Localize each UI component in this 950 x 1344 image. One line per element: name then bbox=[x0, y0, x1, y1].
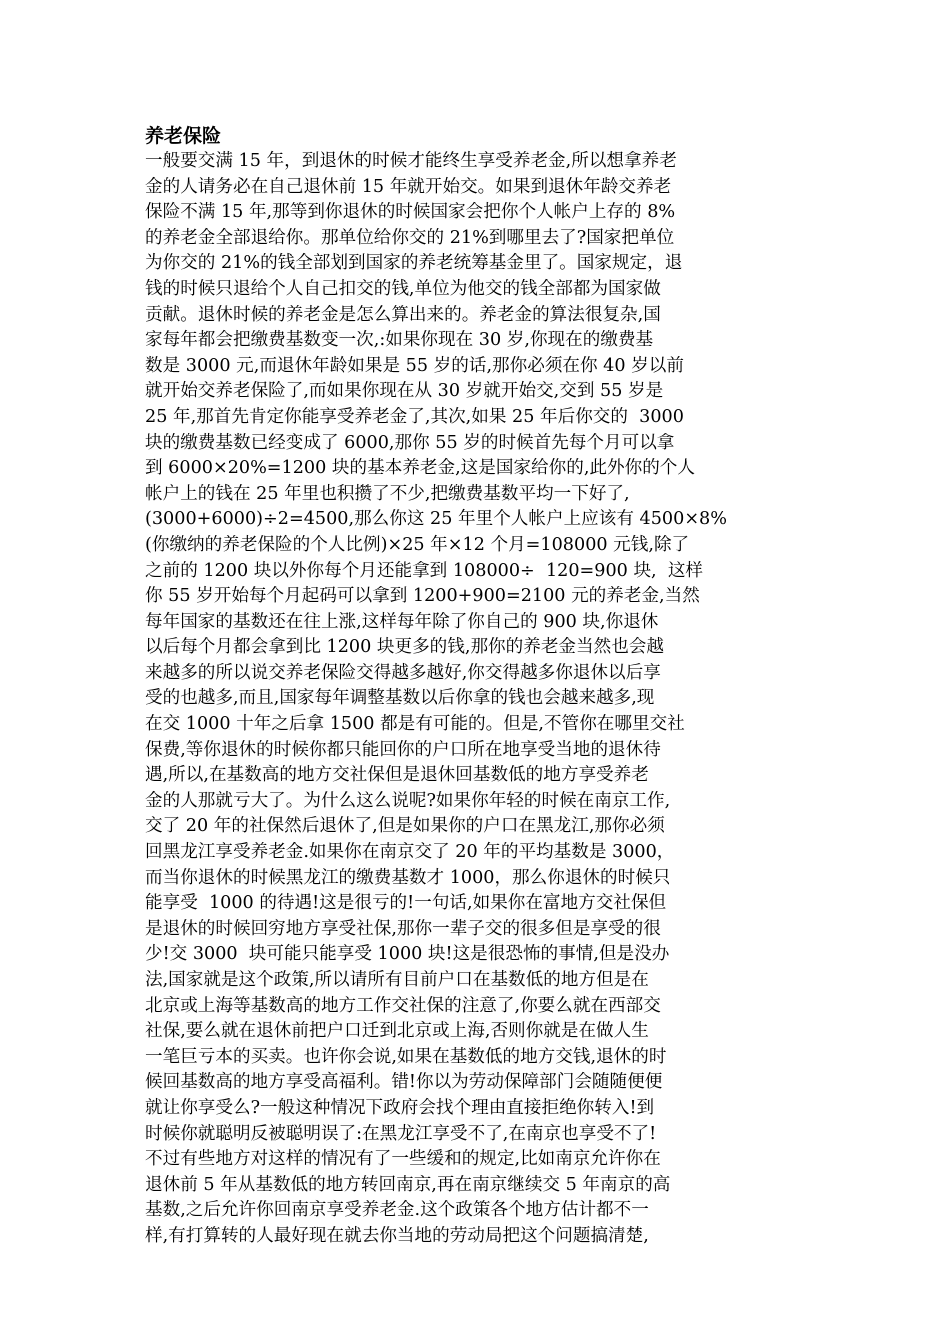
body-text-line: (你缴纳的养老保险的个人比例)×25 年×12 个月=108000 元钱,除了 bbox=[145, 534, 690, 555]
body-text-line: 以后每个月都会拿到比 1200 块更多的钱,那你的养老金当然也会越 bbox=[145, 637, 664, 658]
body-text-line: 就让你享受么?一般这种情况下政府会找个理由直接拒绝你转入!到 bbox=[145, 1097, 655, 1118]
body-text-line: 为你交的 21%的钱全部划到国家的养老统筹基金里了。国家规定，退 bbox=[145, 253, 683, 274]
body-text-line: 25 年,那首先肯定你能享受养老金了,其次,如果 25 年后你交的 3000 bbox=[145, 406, 684, 427]
body-text-line: 在交 1000 十年之后拿 1500 都是有可能的。但是,不管你在哪里交社 bbox=[145, 714, 685, 735]
body-text-line: 保费,等你退休的时候你都只能回你的户口所在地享受当地的退休待 bbox=[145, 739, 661, 760]
document-body bbox=[145, 149, 810, 1250]
body-text-line: 样,有打算转的人最好现在就去你当地的劳动局把这个问题搞清楚, bbox=[145, 1225, 649, 1246]
document-title: 养老保险 bbox=[145, 125, 222, 147]
body-text-line: 一般要交满 15 年，到退休的时候才能终生享受养老金,所以想拿养老 bbox=[145, 151, 677, 171]
body-text-line: 受的也越多,而且,国家每年调整基数以后你拿的钱也会越来越多,现 bbox=[145, 688, 655, 709]
body-text-line: 到 6000×20%=1200 块的基本养老金,这是国家给你的,此外你的个人 bbox=[145, 458, 695, 479]
document-content bbox=[145, 124, 810, 1250]
body-text-line: 就开始交养老保险了,而如果你现在从 30 岁就开始交,交到 55 岁是 bbox=[145, 381, 664, 402]
body-text-line: 金的人那就亏大了。为什么这么说呢?如果你年轻的时候在南京工作, bbox=[145, 790, 671, 811]
body-text-line: 不过有些地方对这样的情况有了一些缓和的规定,比如南京允许你在 bbox=[145, 1149, 661, 1170]
body-text-line: 的养老金全部退给你。那单位给你交的 21%到哪里去了?国家把单位 bbox=[145, 227, 675, 248]
body-text-line: 候回基数高的地方享受高福利。错!你以为劳动保障部门会随随便便 bbox=[145, 1072, 663, 1093]
body-text-line: 数是 3000 元,而退休年龄如果是 55 岁的话,那你必须在你 40 岁以前 bbox=[145, 355, 684, 376]
body-text-line: 回黑龙江享受养老金.如果你在南京交了 20 年的平均基数是 3000， bbox=[145, 842, 675, 863]
body-text-line: 家每年都会把缴费基数变一次,:如果你现在 30 岁,你现在的缴费基 bbox=[145, 330, 654, 351]
body-text-line: 退休前 5 年从基数低的地方转回南京,再在南京继续交 5 年南京的高 bbox=[145, 1174, 671, 1195]
body-text-line: 帐户上的钱在 25 年里也积攒了不少,把缴费基数平均一下好了, bbox=[145, 483, 630, 504]
body-text-line: (3000+6000)÷2=4500,那么你这 25 年里个人帐户上应该有 4500×8% bbox=[145, 509, 727, 530]
body-text-line: 社保,要么就在退休前把户口迁到北京或上海,否则你就是在做人生 bbox=[145, 1021, 649, 1042]
body-text-line: 少!交 3000 块可能只能享受 1000 块!这是很恐怖的事情,但是没办 bbox=[145, 944, 670, 965]
body-text-line: 而当你退休的时候黑龙江的缴费基数才 1000，那么你退休的时候只 bbox=[145, 867, 671, 888]
body-text-line: 能享受 1000 的待遇!这是很亏的!一句话,如果你在富地方交社保但 bbox=[145, 893, 667, 914]
body-text-line: 法,国家就是这个政策,所以请所有目前户口在基数低的地方但是在 bbox=[145, 970, 649, 990]
body-text-line: 一笔巨亏本的买卖。也许你会说,如果在基数低的地方交钱,退休的时 bbox=[145, 1046, 667, 1067]
body-text-line: 来越多的所以说交养老保险交得越多越好,你交得越多你退休以后享 bbox=[145, 662, 661, 683]
body-text-line: 钱的时候只退给个人自己扣交的钱,单位为他交的钱全部都为国家做 bbox=[145, 278, 661, 299]
body-text-line: 贡献。退休时候的养老金是怎么算出来的。养老金的算法很复杂,国 bbox=[145, 304, 661, 325]
body-text-line: 之前的 1200 块以外你每个月还能拿到 108000÷ 120=900 块, 这样 bbox=[145, 560, 704, 581]
body-text-line: 交了 20 年的社保然后退休了,但是如果你的户口在黑龙江,那你必须 bbox=[145, 816, 665, 837]
body-text-line: 基数,之后允许你回南京享受养老金.这个政策各个地方估计都不一 bbox=[145, 1200, 649, 1221]
body-text-line: 时候你就聪明反被聪明误了:在黑龙江享受不了,在南京也享受不了! bbox=[145, 1123, 657, 1144]
body-text-line: 北京或上海等基数高的地方工作交社保的注意了,你要么就在西部交 bbox=[145, 995, 661, 1016]
body-text-line: 保险不满 15 年,那等到你退休的时候国家会把你个人帐户上存的 8% bbox=[145, 202, 676, 223]
body-text-line: 块的缴费基数已经变成了 6000,那你 55 岁的时候首先每个月可以拿 bbox=[145, 432, 675, 453]
body-text-line: 每年国家的基数还在往上涨,这样每年除了你自己的 900 块,你退休 bbox=[145, 611, 659, 632]
body-text-line: 遇,所以,在基数高的地方交社保但是退休回基数低的地方享受养老 bbox=[145, 765, 649, 786]
body-text-line: 你 55 岁开始每个月起码可以拿到 1200+900=2100 元的养老金,当然 bbox=[145, 586, 700, 607]
body-text-line: 金的人请务必在自己退休前 15 年就开始交。如果到退休年龄交养老 bbox=[145, 176, 672, 197]
body-text-line: 是退休的时候回穷地方享受社保,那你一辈子交的很多但是享受的很 bbox=[145, 918, 661, 939]
